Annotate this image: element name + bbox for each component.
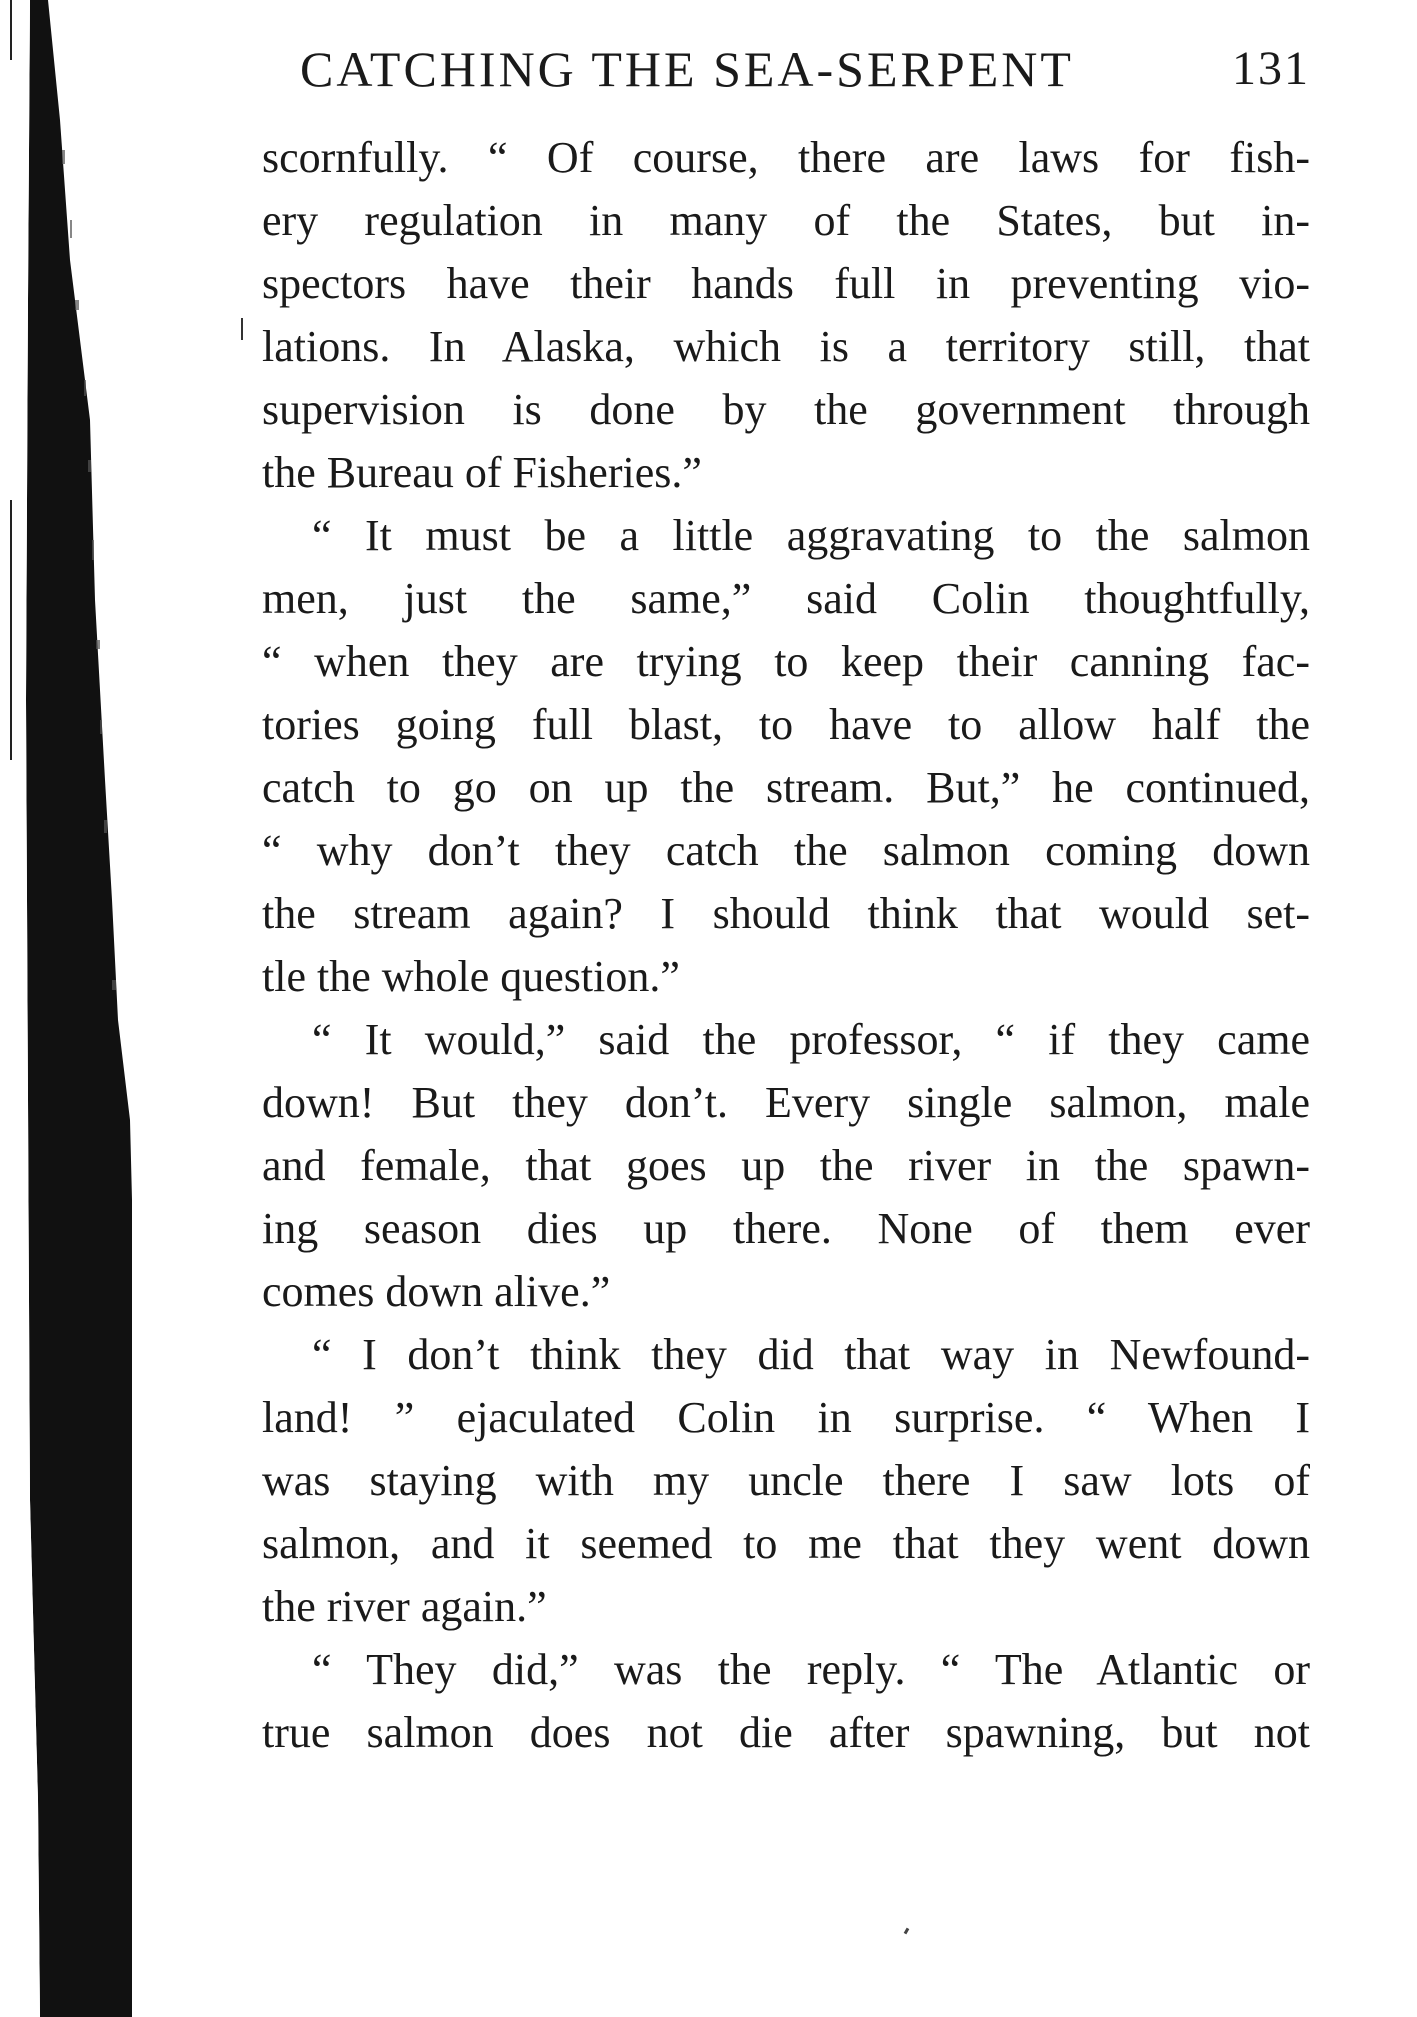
text-line: the river again.” (262, 1582, 547, 1631)
text-line: supervision is done by the government through (262, 385, 1310, 434)
text-line: true salmon does not die after spawning, but not (262, 1708, 1310, 1757)
text-line: down! But they don’t. Every single salmon, male (262, 1078, 1310, 1127)
text-line: ery regulation in many of the States, but in- (262, 196, 1310, 245)
text-line: “ I don’t think they did that way in Newfound- (312, 1330, 1310, 1379)
ink-speck (904, 1928, 910, 1935)
text-line: ing season dies up there. None of them ever (262, 1204, 1310, 1253)
text-line: the Bureau of Fisheries.” (262, 448, 702, 497)
margin-tick-mark (241, 318, 243, 340)
page-number: 131 (1232, 42, 1310, 95)
text-line: salmon, and it seemed to me that they went down (262, 1519, 1310, 1568)
text-line: “ They did,” was the reply. “ The Atlantic or (312, 1645, 1310, 1694)
text-line: scornfully. “ Of course, there are laws for fish- (262, 133, 1310, 182)
text-line: was staying with my uncle there I saw lots of (262, 1456, 1310, 1505)
running-head-title: CATCHING THE SEA-SERPENT (300, 41, 1074, 97)
binding-shadow (0, 0, 140, 2017)
text-line: men, just the same,” said Colin thoughtfully, (262, 574, 1310, 623)
text-line: lations. In Alaska, which is a territory still, that (262, 322, 1310, 371)
text-line: comes down alive.” (262, 1267, 611, 1316)
text-line: the stream again? I should think that would set- (262, 889, 1310, 938)
text-line: “ why don’t they catch the salmon coming down (262, 826, 1310, 875)
text-line: catch to go on up the stream. But,” he continued, (262, 763, 1310, 812)
text-line: “ It would,” said the professor, “ if they came (312, 1015, 1310, 1064)
text-line: spectors have their hands full in preventing vio- (262, 259, 1310, 308)
page-header (300, 34, 1310, 104)
text-line: tle the whole question.” (262, 952, 680, 1001)
text-line: tories going full blast, to have to allow half the (262, 700, 1310, 749)
body-text (262, 126, 1310, 1764)
text-line: “ It must be a little aggravating to the salmon (312, 511, 1310, 560)
text-line: and female, that goes up the river in the spawn- (262, 1141, 1310, 1190)
text-line: land! ” ejaculated Colin in surprise. “ When I (262, 1393, 1310, 1442)
text-line: “ when they are trying to keep their canning fac- (262, 637, 1310, 686)
